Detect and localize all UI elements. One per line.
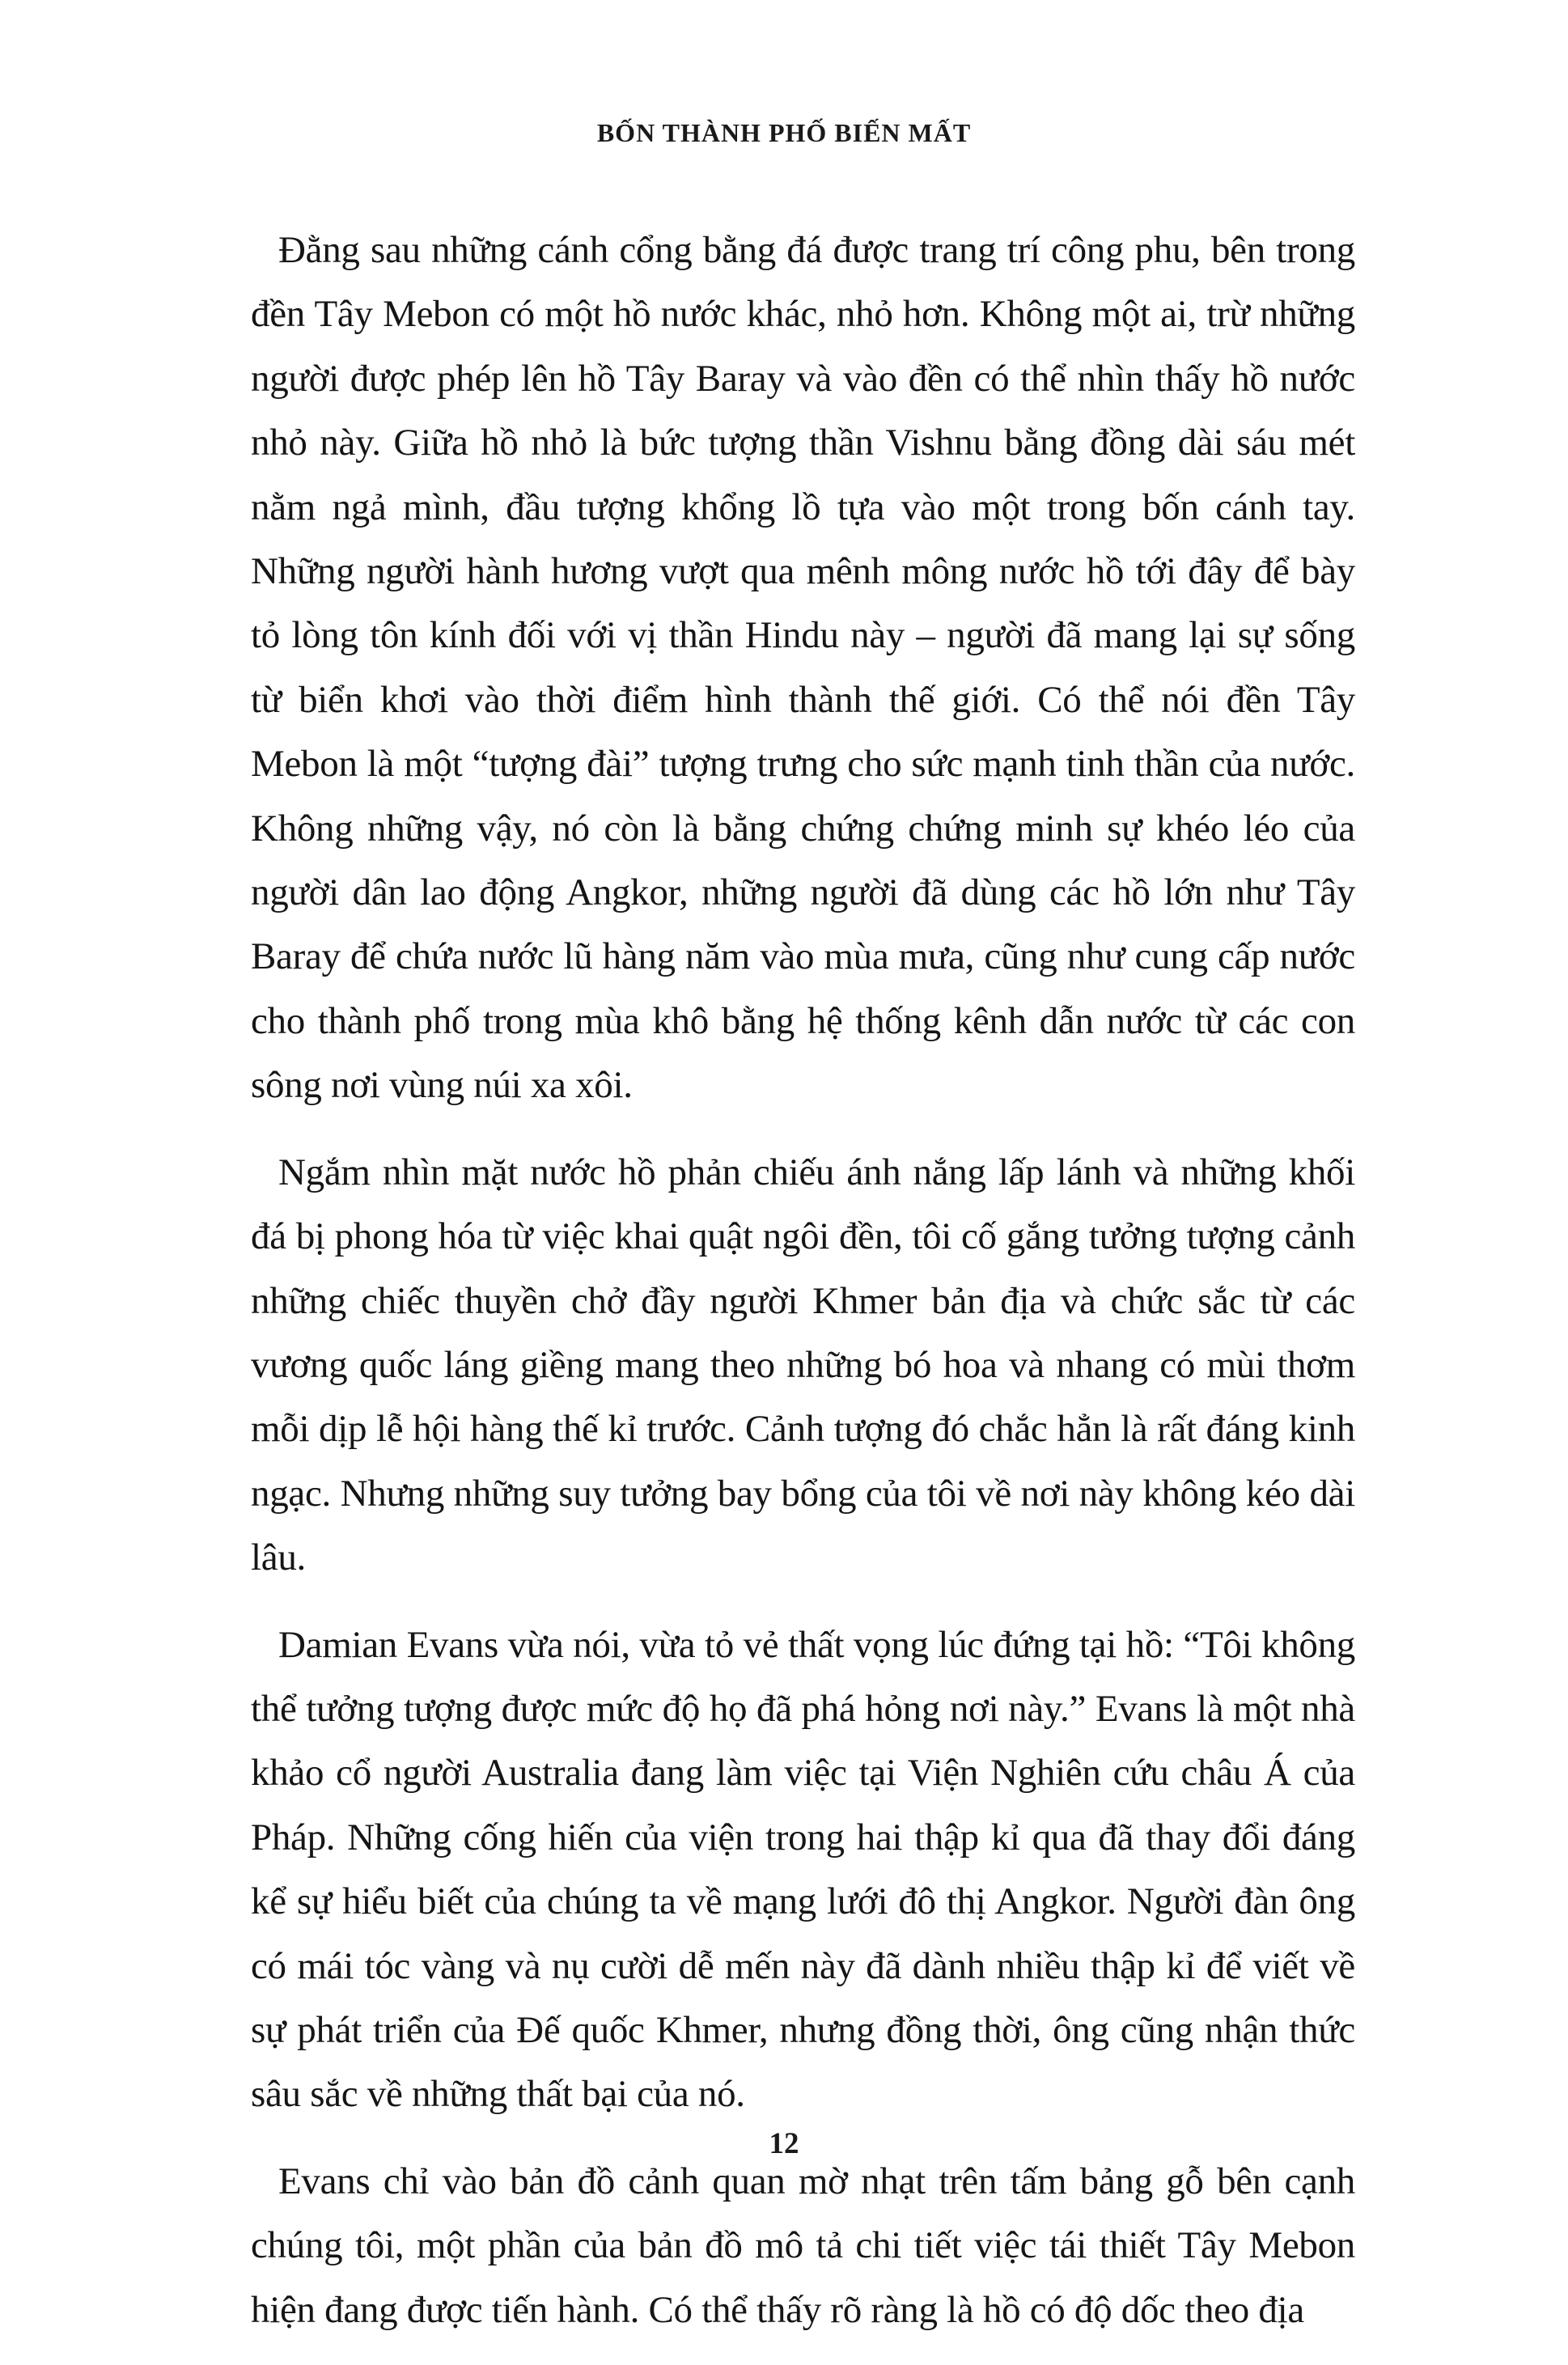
- running-header: BỐN THÀNH PHỐ BIẾN MẤT: [596, 118, 972, 147]
- body-text: [251, 218, 1355, 2365]
- page-number: 12: [769, 2127, 799, 2160]
- paragraph-3: Damian Evans vừa nói, vừa tỏ vẻ thất vọng lúc đứng tại hồ: “Tôi không thể tưởng tượng được mức độ họ đã phá hỏng nơi này.” Evans là một nhà khảo cổ người Australia đang làm việc tại Viện Nghiên cứu châu Á của Pháp. Những cống hiến của viện trong hai thập kỉ qua đã thay đổi đáng kể sự hiểu biết của chúng ta về mạng lưới đô thị Angkor. Người đàn ông có mái tóc vàng và nụ cười dễ mến này đã dành nhiều thập kỉ để viết về sự phát triển của Đế quốc Khmer, nhưng đồng thời, ông cũng nhận thức sâu sắc về những thất bại của nó.: [251, 1623, 1355, 2116]
- paragraph-2: Ngắm nhìn mặt nước hồ phản chiếu ánh nắng lấp lánh và những khối đá bị phong hóa từ việc khai quật ngôi đền, tôi cố gắng tưởng tượng cảnh những chiếc thuyền chở đầy người Khmer bản địa và chức sắc từ các vương quốc láng giềng mang theo những bó hoa và nhang có mùi thơm mỗi dịp lễ hội hàng thế kỉ trước. Cảnh tượng đó chắc hẳn là rất đáng kinh ngạc. Nhưng những suy tưởng bay bổng của tôi về nơi này không kéo dài lâu.: [251, 1151, 1355, 1579]
- paragraph-1: Đằng sau những cánh cổng bằng đá được trang trí công phu, bên trong đền Tây Mebon có một hồ nước khác, nhỏ hơn. Không một ai, trừ những người được phép lên hồ Tây Baray và vào đền có thể nhìn thấy hồ nước nhỏ này. Giữa hồ nhỏ là bức tượng thần Vishnu bằng đồng dài sáu mét nằm ngả mình, đầu tượng khổng lồ tựa vào một trong bốn cánh tay. Những người hành hương vượt qua mênh mông nước hồ tới đây để bày tỏ lòng tôn kính đối với vị thần Hindu này – người đã mang lại sự sống từ biển khơi vào thời điểm hình thành thế giới. Có thể nói đền Tây Mebon là một “tượng đài” tượng trưng cho sức mạnh tinh thần của nước. Không những vậy, nó còn là bằng chứng chứng minh sự khéo léo của người dân lao động Angkor, những người đã dùng các hồ lớn như Tây Baray để chứa nước lũ hàng năm vào mùa mưa, cũng như cung cấp nước cho thành phố trong mùa khô bằng hệ thống kênh dẫn nước từ các con sông nơi vùng núi xa xôi.: [251, 229, 1355, 1107]
- paragraph-4: Evans chỉ vào bản đồ cảnh quan mờ nhạt trên tấm bảng gỗ bên cạnh chúng tôi, một phần của bản đồ mô tả chi tiết việc tái thiết Tây Mebon hiện đang được tiến hành. Có thể thấy rõ ràng là hồ có độ dốc theo địa: [251, 2159, 1355, 2331]
